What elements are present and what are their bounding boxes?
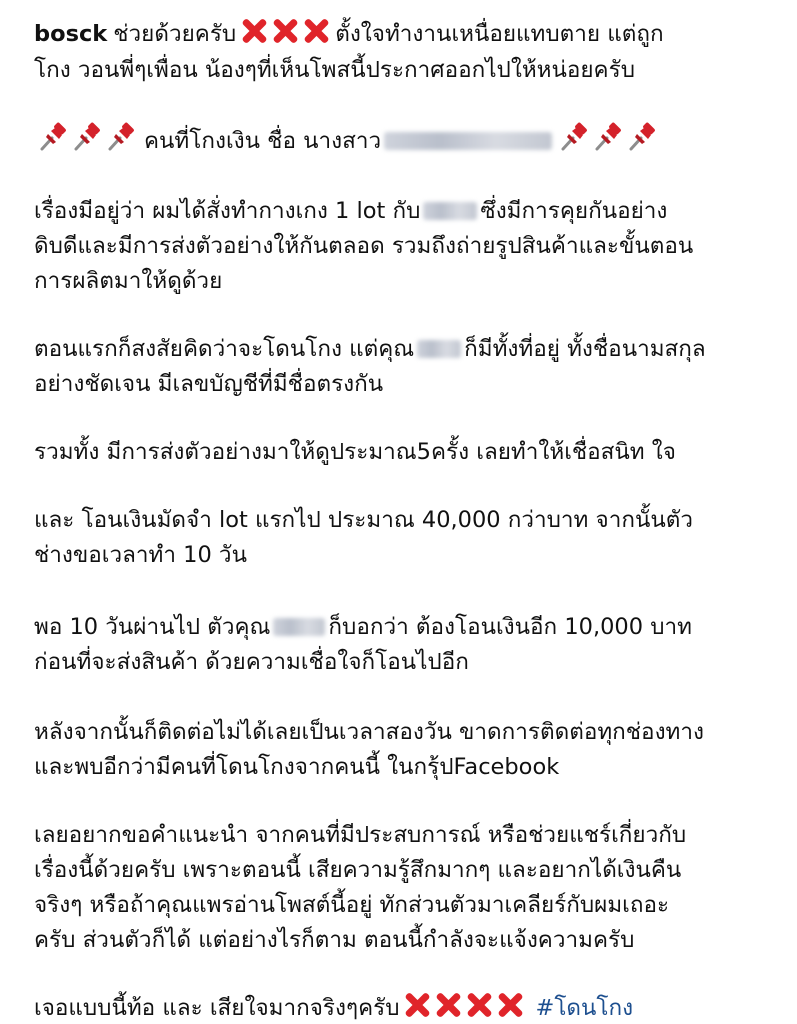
cross-mark-group bbox=[402, 990, 526, 1020]
caption-line: เรื่องนี้ด้วยครับ เพราะตอนนี้ เสียความรู้สึกมากๆ และอยากได้เงินคืน bbox=[34, 857, 682, 883]
caption-line: รวมทั้ง มีการส่งตัวอย่างมาให้ดูประมาณ5ครั้ง เลยทำให้เชื่อสนิท ใจ bbox=[34, 439, 676, 465]
caption-line bbox=[34, 16, 783, 50]
caption-line: ดิบดีและมีการส่งตัวอย่างให้กันตลอด รวมถึงถ่ายรูปสินค้าและขั้นตอน bbox=[34, 233, 694, 259]
caption-text: ช่วยด้วยครับ bbox=[113, 21, 237, 47]
caption-line: ครับ ส่วนตัวก็ได้ แต่อย่างไรก็ตาม ตอนนี้กำลังจะแจ้งความครับ bbox=[34, 927, 635, 953]
cross-mark-icon bbox=[301, 16, 331, 46]
caption-text: ซึ่งมีการคุยกันอย่าง bbox=[480, 198, 668, 224]
caption-text: คนที่โกงเงิน ชื่อ นางสาว bbox=[144, 128, 382, 154]
pushpin-icon bbox=[593, 122, 623, 152]
caption-text: ก็มีทั้งที่อยู่ ทั้งชื่อนามสกุล bbox=[464, 336, 706, 362]
cross-mark-icon bbox=[495, 990, 525, 1020]
caption-line: อย่างชัดเจน มีเลขบัญชีที่มีชื่อตรงกัน bbox=[34, 371, 384, 397]
cross-mark-icon bbox=[402, 990, 432, 1020]
caption-line: โกง วอนพี่ๆเพื่อน น้องๆที่เห็นโพสนี้ประกาศออกไปให้หน่อยครับ bbox=[34, 57, 635, 83]
caption-text: เรื่องมีอยู่ว่า ผมได้สั่งทำกางเกง 1 lot กับ bbox=[34, 198, 421, 224]
pushpin-group bbox=[38, 122, 140, 152]
username[interactable]: bosck bbox=[34, 21, 108, 47]
caption-text: ตั้งใจทำงานเหนื่อยแทบตาย แต่ถูก bbox=[335, 21, 664, 47]
caption-line: ช่างขอเวลาทำ 10 วัน bbox=[34, 542, 247, 568]
caption-line: หลังจากนั้นก็ติดต่อไม่ได้เลยเป็นเวลาสองวัน ขาดการติดต่อทุกช่องทาง bbox=[34, 719, 705, 745]
cross-mark-icon bbox=[464, 990, 494, 1020]
caption-text: พอ 10 วันผ่านไป ตัวคุณ bbox=[34, 614, 271, 640]
caption-text: เจอแบบนี้ท้อ และ เสียใจมากจริงๆครับ bbox=[34, 995, 400, 1021]
redacted-name bbox=[423, 202, 477, 220]
caption-line: เลยอยากขอคำแนะนำ จากคนที่มีประสบการณ์ หรือช่วยแชร์เกี่ยวกับ bbox=[34, 822, 687, 848]
pushpin-icon bbox=[559, 122, 589, 152]
cross-mark-icon bbox=[239, 16, 269, 46]
cross-mark-group bbox=[239, 16, 332, 46]
cross-mark-icon bbox=[433, 990, 463, 1020]
caption-text: ตอนแรกก็สงสัยคิดว่าจะโดนโกง แต่คุณ bbox=[34, 336, 415, 362]
caption-line bbox=[34, 122, 783, 157]
pushpin-icon bbox=[72, 122, 102, 152]
caption-line bbox=[34, 196, 783, 227]
pushpin-icon bbox=[627, 122, 657, 152]
caption-line: จริงๆ หรือถ้าคุณแพรอ่านโพสต์นี้อยู่ ทักส่วนตัวมาเคลียร์กับผมเถอะ bbox=[34, 892, 670, 918]
redacted-name bbox=[384, 132, 552, 150]
pushpin-icon bbox=[106, 122, 136, 152]
redacted-name bbox=[273, 618, 325, 636]
caption-line bbox=[34, 334, 783, 365]
caption-line: ก่อนที่จะส่งสินค้า ด้วยความเชื่อใจก็โอนไปอีก bbox=[34, 649, 469, 675]
caption-line: และพบอีกว่ามีคนที่โดนโกงจากคนนี้ ในกรุ้ปFacebook bbox=[34, 754, 560, 780]
caption-line bbox=[34, 612, 783, 643]
hashtag-link[interactable]: #โดนโกง bbox=[535, 995, 634, 1021]
pushpin-icon bbox=[38, 122, 68, 152]
pushpin-group bbox=[559, 122, 661, 152]
redacted-name bbox=[417, 340, 461, 358]
caption-text: ก็บอกว่า ต้องโอนเงินอีก 10,000 บาท bbox=[328, 614, 692, 640]
cross-mark-icon bbox=[270, 16, 300, 46]
caption-line bbox=[34, 990, 783, 1024]
caption-line: และ โอนเงินมัดจำ lot แรกไป ประมาณ 40,000 กว่าบาท จากนั้นตัว bbox=[34, 507, 693, 533]
caption-line: การผลิตมาให้ดูด้วย bbox=[34, 268, 223, 294]
